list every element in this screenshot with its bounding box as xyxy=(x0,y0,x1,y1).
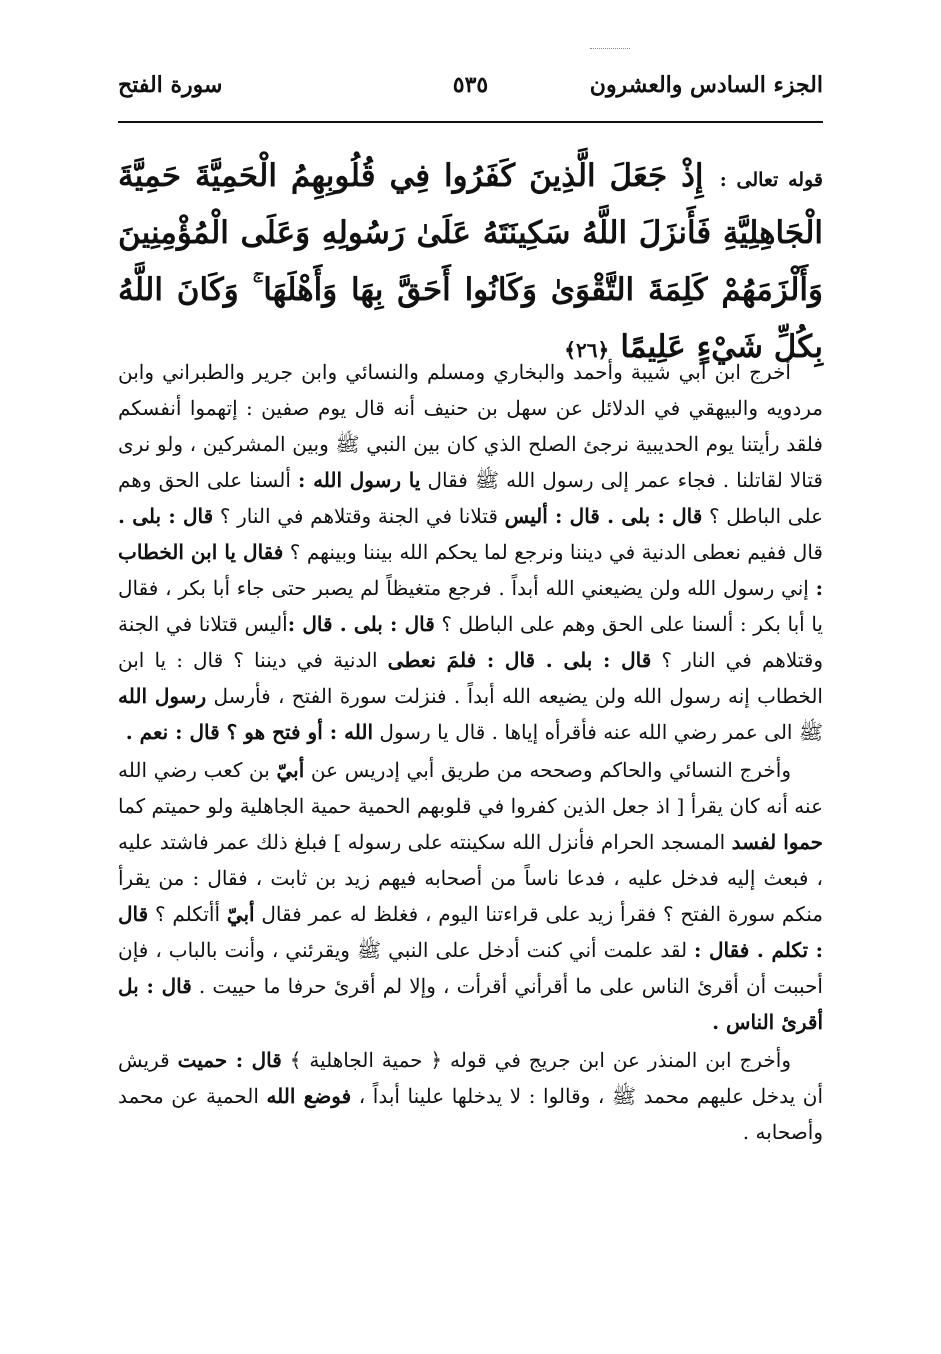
bold-phrase: قال : حميت xyxy=(177,1048,282,1072)
top-dotted-mark xyxy=(590,48,630,49)
quran-verse-block xyxy=(118,148,823,376)
text-run: بن كعب رضي الله عنه أنه كان يقرأ [ اذ جعل الذين كفروا في قلوبهم الحمية حمية الجاهلية ولو حميتم كما xyxy=(118,758,823,818)
bold-phrase: قال : بلى . قال : أليس xyxy=(504,504,703,528)
text-run: ﷺ الى عمر رضي الله عنه فأقرأه إياها . قال يا رسول xyxy=(373,720,823,744)
verse-number: ﴿٢٦﴾ xyxy=(564,338,610,362)
bold-phrase: رسول الله xyxy=(118,684,207,708)
part-title: الجزء السادس والعشرون xyxy=(589,72,823,98)
bold-phrase: أبيّ xyxy=(276,758,305,782)
text-run: أأتكلم ؟ xyxy=(148,902,227,926)
commentary-paragraph xyxy=(118,354,823,750)
text-run: المسجد الحرام فأنزل الله سكينته على رسوله ] فبلغ ذلك عمر فاشتد عليه ، فبعث إليه فدخل عليه ، فدعا ناساً من أصحابه فيهم زيد بن ثابت ، فقال : من يقرأ منكم سورة الفتح ؟ فقرأ زيد على قراءتنا اليوم ، فغلظ له عمر فقال xyxy=(118,830,824,926)
bold-phrase: الله : أو فتح هو ؟ قال : نعم . xyxy=(125,720,374,744)
text-run: الدنية في ديننا ؟ قال : يا ابن الخطاب إنه رسول الله ولن يضيعه الله أبداً . فنزلت سورة الفتح ، فأرسل xyxy=(118,648,823,708)
text-run: قتلانا في الجنة وقتلاهم في النار ؟ xyxy=(213,504,505,528)
text-run: ألسنا على الحق وهم على الباطل ؟ xyxy=(118,468,823,528)
surah-title: سورة الفتح xyxy=(118,72,223,98)
text-run: لقد علمت أني كنت أدخل على النبي ﷺ ويقرئني ، وأنت بالباب ، فإن أحببت أن أقرئ الناس على ما أقرأني أقرأت ، وإلا لم أقرئ حرفا ما حييت . xyxy=(118,938,823,998)
commentary-body xyxy=(118,354,823,1150)
text-run: قال ففيم نعطى الدنية في ديننا ونرجع لما يحكم الله بيننا وبينهم ؟ xyxy=(283,540,823,564)
text-run: أخرج ابن أبي شيبة وأحمد والبخاري ومسلم والنسائي وابن جرير والطبراني وابن مردويه والبيهقي في الدلائل عن سهل بن حنيف أنه قال يوم صفين : إتهموا أنفسكم فلقد رأيتنا يوم الحديبية نرجئ الصلح الذي كان بين النبي ﷺ وبين المشركين ، ولو نرى قتالا لقاتلنا . فجاء عمر إلى رسول الله ﷺ فقال xyxy=(118,360,823,492)
text-run: إني رسول الله ولن يضيعني الله أبداً . فرجع متغيظاً لم يصبر حتى جاء أبا بكر ، فقال يا أبا بكر : ألسنا على الحق وهم على الباطل ؟ xyxy=(118,576,824,636)
commentary-paragraph xyxy=(118,752,823,1040)
commentary-paragraph xyxy=(118,1042,823,1150)
bold-phrase: فوضع الله xyxy=(266,1084,352,1108)
bold-phrase: يا رسول الله : xyxy=(297,468,421,492)
verse-intro: قوله تعالى : xyxy=(719,169,823,191)
bold-phrase: قال : بل أقرئ الناس . xyxy=(118,974,823,1034)
page-number: ٥٣٥ xyxy=(452,72,489,98)
header-divider xyxy=(118,121,823,123)
text-run: الحمية عن محمد وأصحابه . xyxy=(118,1084,823,1144)
bold-phrase: قال : بلى . قال : xyxy=(287,612,435,636)
running-header xyxy=(118,72,823,108)
bold-phrase: فقال يا ابن الخطاب : xyxy=(118,540,823,600)
text-run: وأخرج ابن المنذر عن ابن جريج في قوله ﴿ حمية الجاهلية ﴾ xyxy=(281,1048,791,1072)
bold-phrase: قال : بلى . قال : فلمَ نعطى xyxy=(387,648,652,672)
quran-verse-text: إِذْ جَعَلَ الَّذِينَ كَفَرُوا فِي قُلُوبِهِمُ الْحَمِيَّةَ حَمِيَّةَ الْجَاهِلِيَّةِ فَأَنزَلَ اللَّهُ سَكِينَتَهُ عَلَىٰ رَسُولِهِ وَعَلَى الْمُؤْمِنِينَ وَأَلْزَمَهُمْ كَلِمَةَ التَّقْوَىٰ وَكَانُوا أَحَقَّ بِهَا وَأَهْلَهَا ۚ وَكَانَ اللَّهُ بِكُلِّ شَيْءٍ عَلِيمًا xyxy=(118,158,823,365)
bold-phrase: قال : بلى . xyxy=(118,504,214,528)
bold-phrase: قال : تكلم . فقال : xyxy=(118,902,823,962)
bold-phrase: أبيّ xyxy=(226,902,255,926)
text-run: أليس قتلانا في الجنة وقتلاهم في النار ؟ xyxy=(118,612,824,672)
text-run: قريش أن يدخل عليهم محمد ﷺ ، وقالوا : لا يدخلها علينا أبداً ، xyxy=(118,1048,823,1108)
bold-phrase: حموا لفسد xyxy=(731,830,824,854)
text-run: وأخرج النسائي والحاكم وصححه من طريق أبي إدريس عن xyxy=(304,758,791,782)
